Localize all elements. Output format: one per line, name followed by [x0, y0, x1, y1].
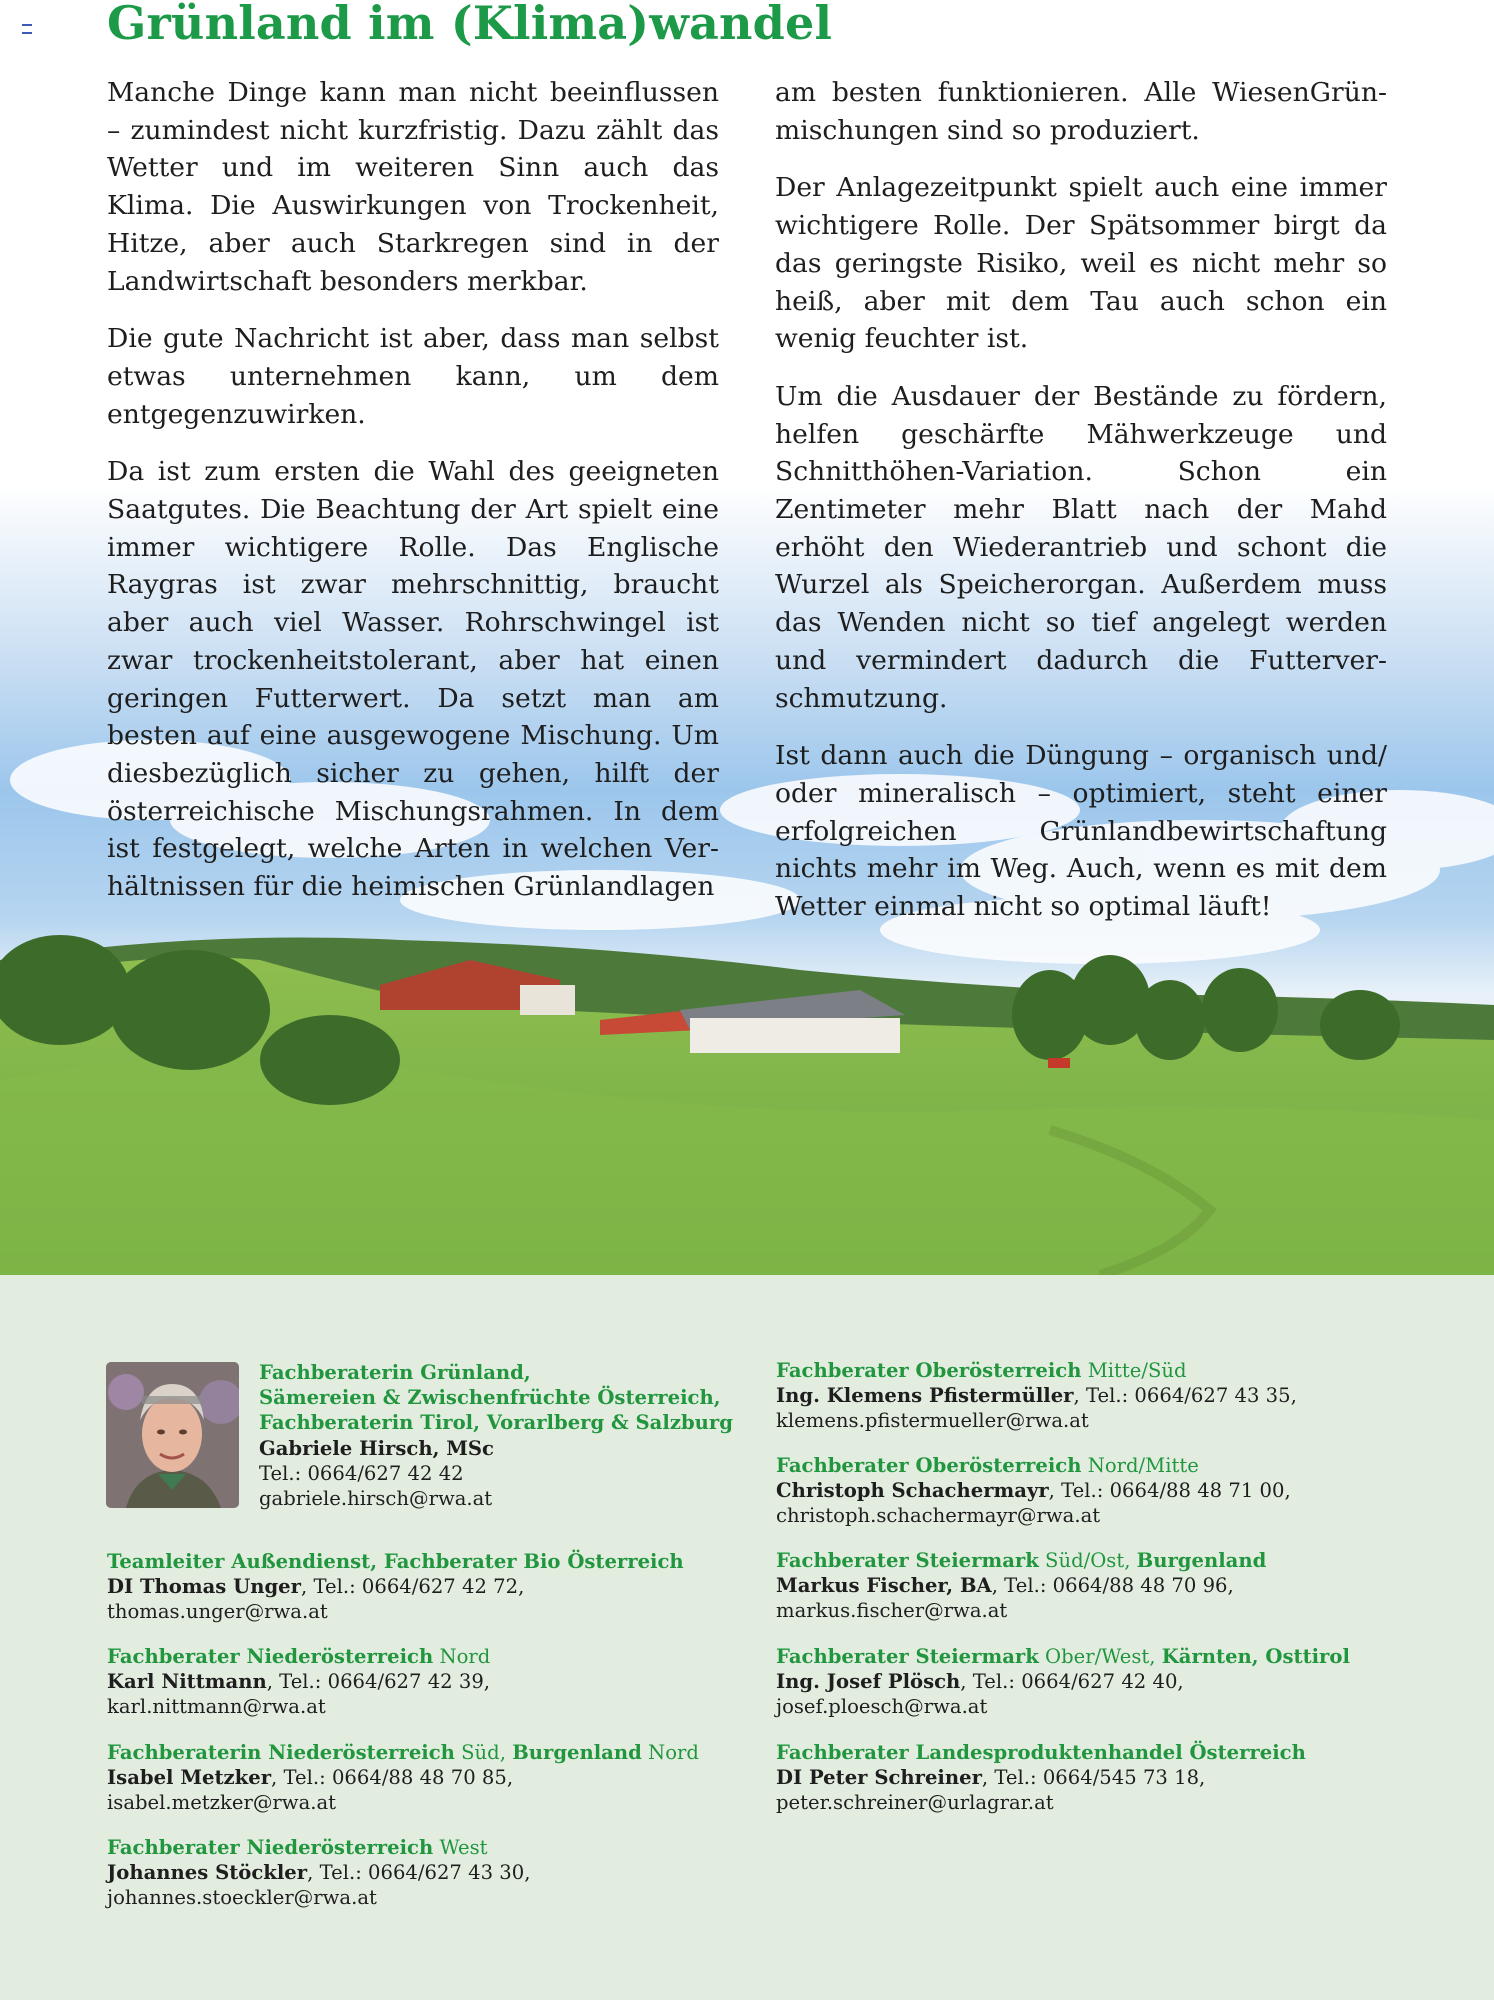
contact-role: Fachberater Oberösterreich — [776, 1359, 1082, 1382]
contact-role: Fachberater Steiermark — [776, 1645, 1039, 1668]
contact-region: Süd/Ost, — [1038, 1549, 1137, 1572]
contact-name: Karl Nittmann — [107, 1670, 267, 1694]
contact-email[interactable]: peter.schreiner@urlagrar.at — [776, 1791, 1054, 1815]
contact-name: Isabel Metzker — [107, 1766, 272, 1790]
article-column-left — [107, 74, 719, 926]
contact-region: West — [433, 1836, 488, 1859]
menu-icon — [22, 24, 32, 34]
contact-role: Teamleiter Außendienst, Fachberater Bio Österreich — [107, 1550, 684, 1573]
contact-role: Fachberater Niederösterreich — [107, 1645, 434, 1668]
contact-role: Fachberaterin Tirol, Vorarlberg & Salzburg — [259, 1411, 733, 1435]
contact-region: Mitte/Süd — [1081, 1359, 1187, 1382]
contact-role: Fachberaterin Grünland, — [259, 1361, 531, 1384]
contact-region: Nord — [433, 1645, 491, 1668]
contact-card — [107, 1549, 684, 1625]
contact-email[interactable]: isabel.metzker@rwa.at — [107, 1791, 337, 1815]
contact-card — [107, 1835, 530, 1911]
contact-card-featured — [259, 1360, 733, 1511]
contact-phone: , Tel.: 0664/627 42 72, — [300, 1575, 525, 1599]
contact-phone: , Tel.: 0664/627 42 39, — [266, 1670, 491, 1694]
contact-role: Sämereien & Zwischenfrüchte Österreich, — [259, 1386, 721, 1410]
contact-email[interactable]: thomas.unger@rwa.at — [107, 1600, 328, 1624]
contact-region: Süd, — [454, 1741, 513, 1764]
contact-card — [107, 1740, 699, 1816]
contact-card — [107, 1644, 490, 1720]
paragraph: am besten funktionieren. Alle WiesenGrünmischungen sind so produziert. — [775, 77, 1387, 146]
paragraph: Ist dann auch die Düngung – organisch und/ oder mineralisch – optimiert, steht einer erfolgreichen Grünlandbewirtschaftung nichts mehr im Weg. Auch, wenn es mit dem Wetter einmal nicht so optimal läuft! — [775, 740, 1387, 923]
contact-card — [776, 1740, 1306, 1816]
paragraph: Manche Dinge kann man nicht beeinflussen – zumindest nicht kurzfristig. Dazu zählt das Wetter und im weiteren Sinn auch das Klima. Die Auswirkungen von Trockenheit, Hitze, aber auch Starkregen sind in der Landwirtschaft besonders merkbar. — [107, 77, 719, 297]
contact-phone: , Tel.: 0664/88 48 70 85, — [271, 1766, 514, 1790]
contact-email[interactable]: christoph.schachermayr@rwa.at — [776, 1504, 1101, 1528]
contact-name: DI Peter Schreiner — [776, 1766, 982, 1790]
contact-phone: , Tel.: 0664/545 73 18, — [981, 1766, 1206, 1790]
contact-role: Kärnten, Osttirol — [1161, 1645, 1350, 1668]
contact-email[interactable]: josef.ploesch@rwa.at — [776, 1695, 988, 1719]
paragraph: Da ist zum ersten die Wahl des geeigneten Saatgutes. Die Beachtung der Art spielt eine immer wichtigere Rolle. Das Englische Raygras ist zwar mehrschnittig, braucht aber auch viel Wasser. Rohrschwingel ist zwar trockenheitstolerant, aber hat einen geringen Futterwert. Da setzt man am besten auf eine ausgewogene Mischung. Um diesbezüglich sicher zu gehen, hilft der österreichische Mischungsrahmen. In dem ist festgelegt, welche Arten in welchen Verhältnissen für die heimischen Grünlandlagen — [107, 456, 719, 903]
contact-email[interactable]: johannes.stoeckler@rwa.at — [107, 1886, 377, 1910]
contact-phone: , Tel.: 0664/88 48 71 00, — [1048, 1479, 1291, 1503]
contact-phone: , Tel.: 0664/627 43 35, — [1073, 1384, 1297, 1408]
contact-phone: , Tel.: 0664/88 48 70 96, — [991, 1574, 1234, 1598]
paragraph: Die gute Nachricht ist aber, dass man selbst etwas unternehmen kann, um dem entgegenzuwirken. — [107, 323, 719, 430]
contact-role: Fachberater Oberösterreich — [776, 1454, 1082, 1477]
contact-phone: , Tel.: 0664/627 43 30, — [307, 1861, 531, 1885]
contact-email[interactable]: klemens.pfistermueller@rwa.at — [776, 1409, 1089, 1433]
contact-region: Nord — [641, 1741, 699, 1764]
contact-role: Burgenland — [512, 1741, 642, 1764]
contact-region: Nord/Mitte — [1081, 1454, 1199, 1477]
paragraph: Der Anlagezeitpunkt spielt auch eine immer wichtigere Rolle. Der Spätsommer birgt da das geringste Risiko, weil es nicht mehr so heiß, aber mit dem Tau auch schon ein wenig feuchter ist. — [775, 172, 1387, 355]
contact-email[interactable]: markus.fischer@rwa.at — [776, 1599, 1008, 1623]
contact-card — [776, 1548, 1266, 1624]
contact-role: Fachberater Niederösterreich — [107, 1836, 434, 1859]
contact-card — [776, 1453, 1291, 1529]
contact-region: Ober/West, — [1038, 1645, 1162, 1668]
contact-role: Fachberater Steiermark — [776, 1549, 1039, 1572]
article-column-right — [775, 74, 1387, 946]
contact-name: Ing. Klemens Pfistermüller — [776, 1384, 1074, 1408]
contact-phone: , Tel.: 0664/627 42 40, — [960, 1670, 1184, 1694]
contact-name: DI Thomas Unger — [107, 1575, 301, 1599]
contact-role: Fachberaterin Niederösterreich — [107, 1741, 455, 1764]
contact-name: Gabriele Hirsch, MSc — [259, 1436, 494, 1460]
page-title: Grünland im (Klima)wandel — [107, 0, 833, 50]
contact-email[interactable]: gabriele.hirsch@rwa.at — [259, 1487, 493, 1511]
contact-card — [776, 1358, 1297, 1434]
contact-phone: Tel.: 0664/627 42 42 — [259, 1461, 464, 1485]
contact-name: Johannes Stöckler — [107, 1861, 308, 1885]
contact-name: Christoph Schachermayr — [776, 1479, 1049, 1503]
contact-role: Burgenland — [1136, 1549, 1267, 1572]
avatar — [106, 1362, 239, 1508]
contact-role: Fachberater Landesproduktenhandel Österreich — [776, 1741, 1306, 1764]
contact-email[interactable]: karl.nittmann@rwa.at — [107, 1695, 326, 1719]
contact-name: Markus Fischer, BA — [776, 1574, 992, 1598]
paragraph: Um die Ausdauer der Bestände zu fördern, helfen geschärfte Mähwerkzeuge und Schnitthöhen-Variation. Schon ein Zentimeter mehr Blatt nach der Mahd erhöht den Wiederantrieb und schont die Wurzel als Speicherorgan. Außerdem muss das Wenden nicht so tief angelegt werden und vermindert dadurch die Futterverschmutzung. — [775, 380, 1387, 714]
contact-name: Ing. Josef Plösch — [776, 1670, 961, 1694]
contact-card — [776, 1644, 1350, 1720]
